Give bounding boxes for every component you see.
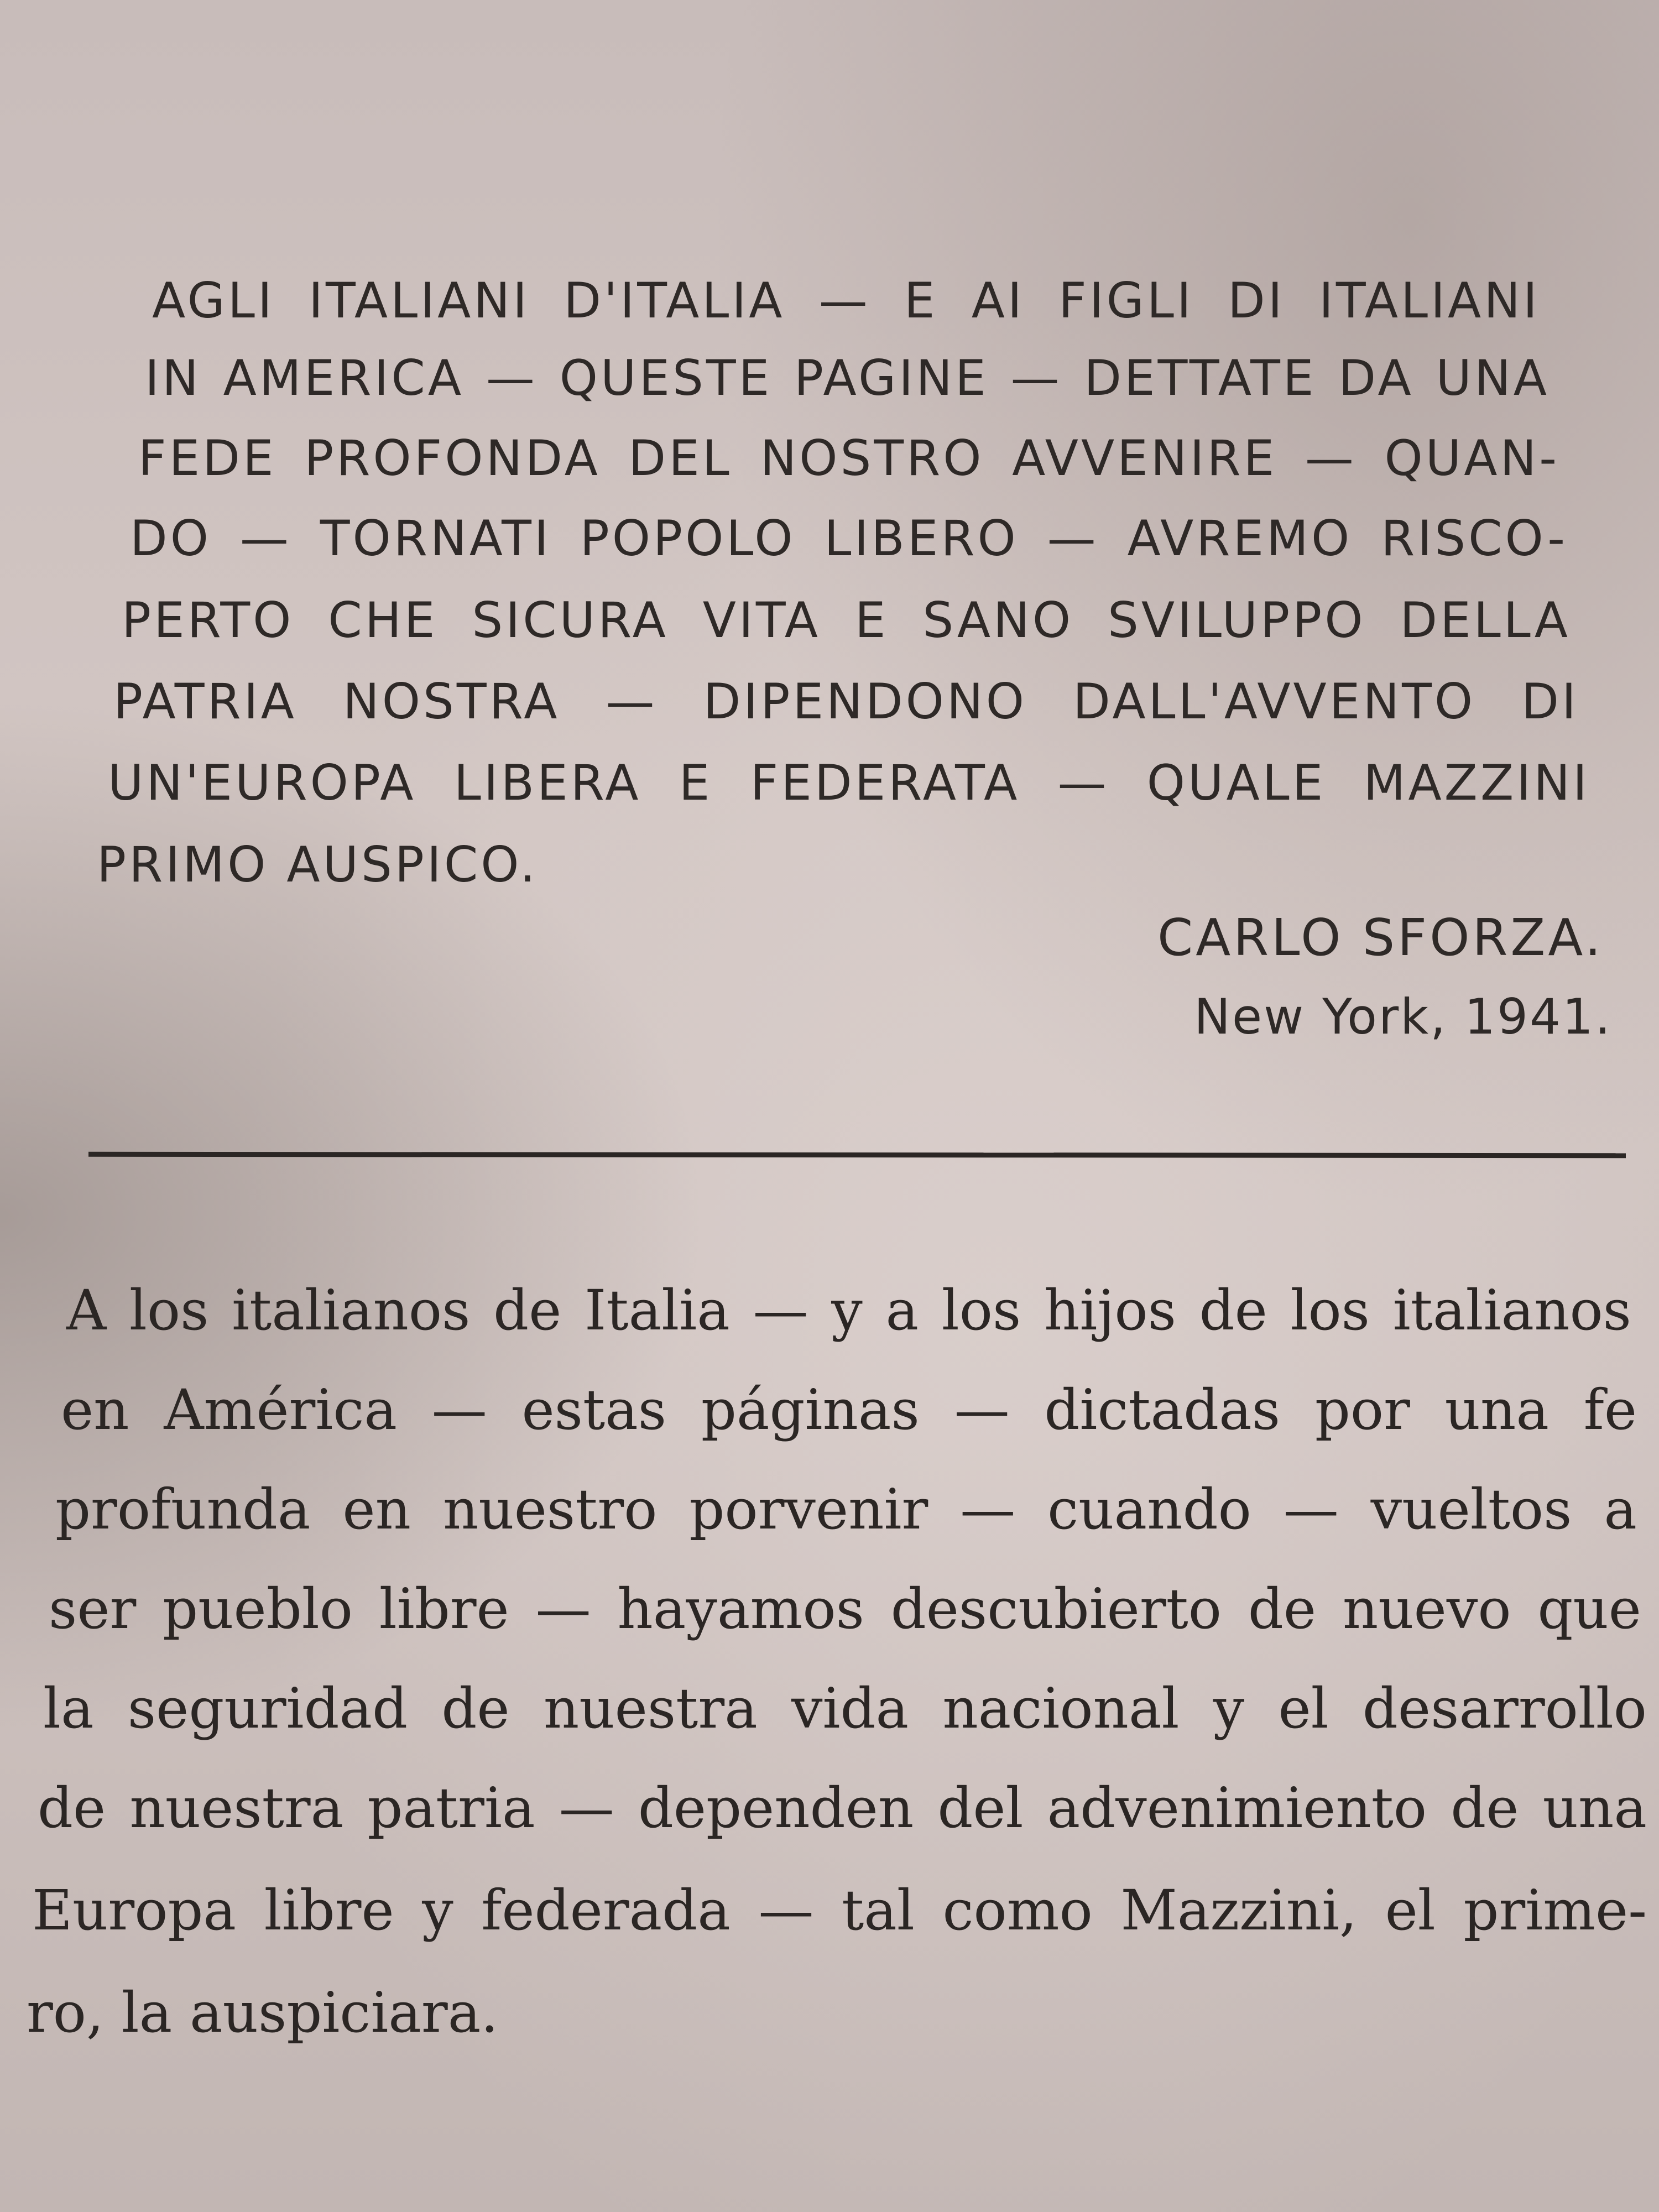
spanish-line-5: la seguridad de nuestra vida nacional y el desarrollo bbox=[43, 1676, 1647, 1741]
italian-line-4: DO — TORNATI POPOLO LIBERO — AVREMO RISCO- bbox=[130, 510, 1568, 567]
spanish-line-8: ro, la auspiciara. bbox=[27, 1980, 499, 2045]
spanish-line-1: A los italianos de Italia — y a los hijos de los italianos bbox=[66, 1278, 1631, 1343]
italian-line-3: FEDE PROFONDA DEL NOSTRO AVVENIRE — QUAN- bbox=[138, 430, 1559, 487]
section-divider bbox=[88, 1152, 1626, 1158]
author-signature: CARLO SFORZA. bbox=[1157, 908, 1604, 967]
italian-line-1: AGLI ITALIANI D'ITALIA — E AI FIGLI DI ITALIANI bbox=[152, 272, 1540, 329]
spanish-line-4: ser pueblo libre — hayamos descubierto de nuevo que bbox=[49, 1577, 1641, 1641]
place-date: New York, 1941. bbox=[1194, 988, 1612, 1045]
italian-line-2: IN AMERICA — QUESTE PAGINE — DETTATE DA UNA bbox=[145, 349, 1550, 406]
spanish-line-6: de nuestra patria — dependen del advenimiento de una bbox=[38, 1776, 1647, 1840]
italian-line-8: PRIMO AUSPICO. bbox=[97, 836, 538, 893]
spanish-line-2: en América — estas páginas — dictadas por una fe bbox=[61, 1378, 1637, 1442]
italian-line-5: PERTO CHE SICURA VITA E SANO SVILUPPO DELLA bbox=[122, 592, 1571, 649]
spanish-line-3: profunda en nuestro porvenir — cuando — vueltos a bbox=[55, 1477, 1637, 1542]
spanish-line-7: Europa libre y federada — tal como Mazzini, el prime- bbox=[32, 1878, 1647, 1943]
italian-line-7: UN'EUROPA LIBERA E FEDERATA — QUALE MAZZINI bbox=[108, 754, 1590, 811]
italian-line-6: PATRIA NOSTRA — DIPENDONO DALL'AVVENTO DI bbox=[113, 673, 1579, 730]
